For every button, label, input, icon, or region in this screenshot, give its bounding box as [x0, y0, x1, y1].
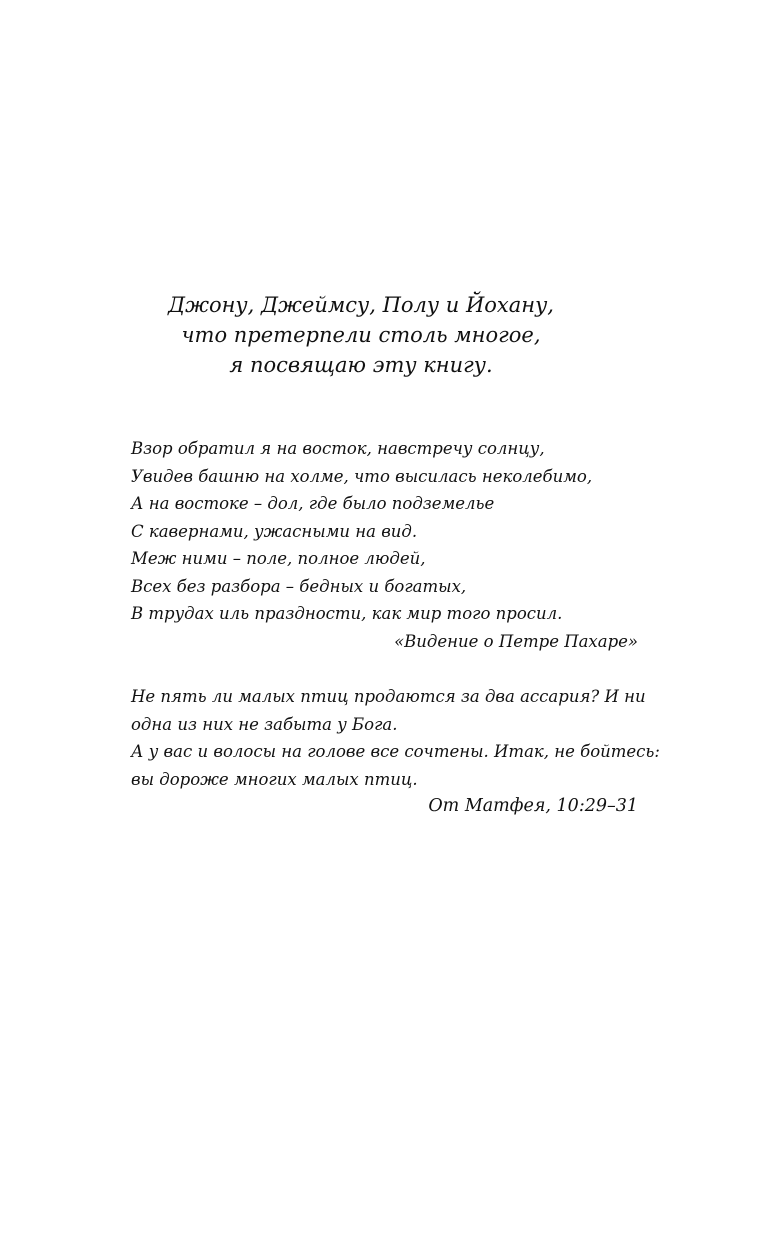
- epigraph-scripture: [131, 683, 660, 821]
- scripture-line: А у вас и волосы на голове все сочтены. Итак, не бойтесь:: [131, 742, 660, 761]
- poem-line: Увидев башню на холме, что высилась неколебимо,: [131, 466, 593, 486]
- scripture-line: вы дороже многих малых птиц.: [131, 769, 418, 789]
- dedication-line: что претерпели столь многое,: [181, 323, 541, 347]
- poem-line: В трудах иль праздности, как мир того просил.: [131, 604, 563, 623]
- scripture-line: одна из них не забыта у Бога.: [131, 714, 398, 734]
- epigraph-poem: [131, 435, 638, 655]
- poem-line: С кавернами, ужасными на вид.: [131, 521, 418, 541]
- poem-source: «Видение о Петре Пахаре»: [394, 631, 638, 651]
- dedication-line: Джону, Джеймсу, Полу и Йохану,: [168, 293, 554, 317]
- poem-line: Всех без разбора – бедных и богатых,: [131, 576, 467, 596]
- dedication-line: я посвящаю эту книгу.: [229, 353, 493, 377]
- dedication: [0, 290, 722, 380]
- scripture-source: От Матфея, 10:29–31: [428, 796, 638, 816]
- poem-line: Меж ними – поле, полное людей,: [131, 549, 426, 568]
- scripture-line: Не пять ли малых птиц продаются за два ассария? И ни: [131, 687, 646, 706]
- poem-line: А на востоке – дол, где было подземелье: [131, 494, 495, 513]
- poem-line: Взор обратил я на восток, навстречу солнцу,: [131, 439, 545, 458]
